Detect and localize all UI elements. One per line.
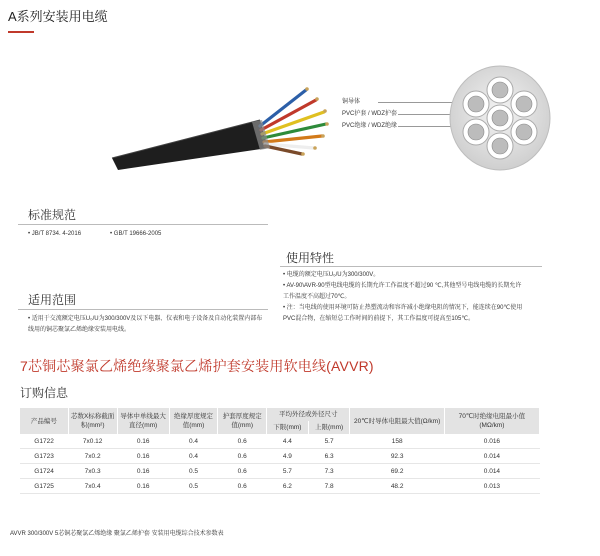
- label-insulation: PVC绝缘 / WDZ绝缘: [342, 123, 397, 129]
- footnote: AVVR 300/300V 5芯铜芯聚氯乙烯绝缘 聚氯乙烯护套 安装用电缆综合技术参数表: [10, 531, 224, 537]
- cell: 5.7: [308, 434, 350, 449]
- cell: 0.16: [117, 449, 169, 464]
- cell: 0.16: [117, 434, 169, 449]
- table-row: [20, 449, 540, 464]
- cell: 6.2: [267, 479, 309, 494]
- col-header-strand: 导体中单线最大直径(mm): [117, 408, 169, 434]
- cell: G1723: [20, 449, 68, 464]
- standard-item: • JB/T 8734. 4-2016: [28, 231, 82, 237]
- cell: 0.013: [444, 479, 539, 494]
- cell: G1722: [20, 434, 68, 449]
- cell: 69.2: [350, 464, 444, 479]
- feature-item: • 电缆的额定电压U₀/U为300/300V。: [283, 272, 380, 278]
- cell: 0.016: [444, 434, 539, 449]
- title-accent-bar: [8, 31, 34, 33]
- col-header-insulation: 绝缘厚度规定值(mm): [169, 408, 218, 434]
- scope-text: • 适用于交流额定电压U₀/U为300/300V及以下电器、仪表和电子设备及自动化装置内部布线用的铜芯聚氯乙烯绝缘安装用电线。: [28, 316, 263, 333]
- label-conductor: 铜导体: [342, 99, 361, 105]
- scope-heading: 适用范围: [28, 293, 77, 307]
- col-header-cores: 芯数X标称截面积(mm²): [68, 408, 117, 434]
- table-row: [20, 479, 540, 494]
- order-info-heading: 订购信息: [20, 386, 69, 400]
- cell: 6.3: [308, 449, 350, 464]
- col-header-code: 产品编号: [20, 408, 68, 434]
- cell: 0.014: [444, 464, 539, 479]
- cable-cross-section: [445, 62, 555, 174]
- feature-item: • AV-90\AVR-90型电线电缆的长期允许工作温度不超过90 ℃,其他型号电线电缆的长期允许工作温度不高超过70℃。: [283, 283, 522, 300]
- product-title: 7芯铜芯聚氯乙烯绝缘聚氯乙烯护套安装用软电线(AVVR): [20, 358, 374, 374]
- cell: 7.8: [308, 479, 350, 494]
- col-header-outer-high: 上限(mm): [308, 421, 350, 434]
- cell: 0.16: [117, 464, 169, 479]
- cell: 0.6: [218, 464, 267, 479]
- cell: 0.5: [169, 464, 218, 479]
- cell: 0.6: [218, 449, 267, 464]
- spec-table: [20, 408, 540, 494]
- cell: 4.9: [267, 449, 309, 464]
- cell: G1725: [20, 479, 68, 494]
- cable-photo: [110, 60, 340, 170]
- cell: 158: [350, 434, 444, 449]
- standard-item: • GB/T 19666-2005: [110, 231, 162, 237]
- col-header-outer-low: 下限(mm): [267, 421, 309, 434]
- cell: 7x0.2: [68, 449, 117, 464]
- col-header-ins-res: 70℃时绝缘电阻最小值(MΩ/km): [444, 408, 539, 434]
- divider: [18, 224, 268, 225]
- cell: 0.6: [218, 434, 267, 449]
- col-header-resistance: 20℃时导体电阻最大值(Ω/km): [350, 408, 444, 434]
- cell: 0.014: [444, 449, 539, 464]
- table-row: [20, 464, 540, 479]
- cell: 7x0.4: [68, 479, 117, 494]
- cell: 0.4: [169, 434, 218, 449]
- cell: 48.2: [350, 479, 444, 494]
- cell: 0.5: [169, 479, 218, 494]
- divider: [18, 309, 268, 310]
- cell: 5.7: [267, 464, 309, 479]
- cell: 4.4: [267, 434, 309, 449]
- cell: 7x0.3: [68, 464, 117, 479]
- table-row: [20, 434, 540, 449]
- features-heading: 使用特性: [286, 251, 335, 265]
- cell: G1724: [20, 464, 68, 479]
- features-list: [283, 270, 523, 325]
- col-header-outer: 平均外径或外径尺寸: [267, 408, 350, 421]
- cell: 7x0.12: [68, 434, 117, 449]
- feature-item: • 注：当电线的使用环境可防止热塑流动和容许减小绝缘电阻的情况下，能连续在90℃使用PVC混合物，在缩短总工作时间的前提下，其工作温度可提高至105℃。: [283, 305, 523, 322]
- cell: 0.6: [218, 479, 267, 494]
- col-header-sheath: 护套厚度规定值(mm): [218, 408, 267, 434]
- page-title: A系列安装用电缆: [8, 9, 108, 24]
- cell: 92.3: [350, 449, 444, 464]
- cell: 0.4: [169, 449, 218, 464]
- divider: [280, 266, 542, 267]
- label-sheath: PVC护套 / WDZ护套: [342, 111, 397, 117]
- cell: 7.3: [308, 464, 350, 479]
- cell: 0.16: [117, 479, 169, 494]
- standards-heading: 标准规范: [28, 208, 77, 222]
